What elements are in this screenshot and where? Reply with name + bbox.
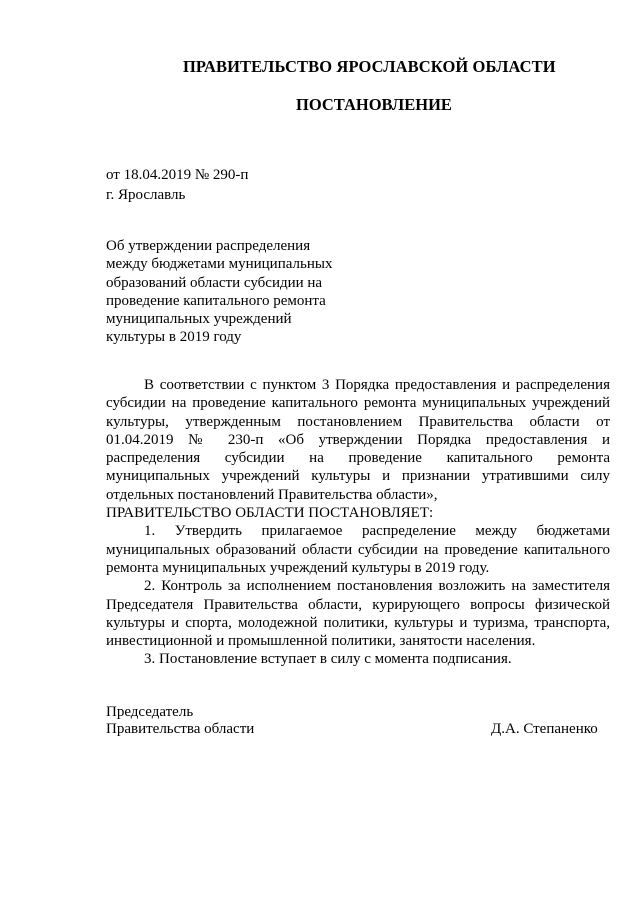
subject-line: образований области субсидии на [106,274,323,291]
subject-line: между бюджетами муниципальных [106,256,333,273]
government-title: ПРАВИТЕЛЬСТВО ЯРОСЛАВСКОЙ ОБЛАСТИ [183,57,556,76]
item-2-paragraph: 2. Контроль за исполнением постановления возложить на заместителя Председателя Правительства области, курирующего вопросы физической культуры и спорта, молодежной политики, культуры и туризма, транспорта, инвестиционной и промышленной политики, занятости населения. [106,578,610,650]
subject-line: Об утверждении распределения [106,238,311,254]
signatory-title-line-1: Председатель [106,704,194,720]
city-line: г. Ярославль [106,187,186,203]
decree-line: ПРАВИТЕЛЬСТВО ОБЛАСТИ ПОСТАНОВЛЯЕТ: [106,505,434,522]
date-number-line: от 18.04.2019 № 290-п [106,167,249,183]
document-type-heading: ПОСТАНОВЛЕНИЕ [296,95,452,114]
item-1-paragraph: 1. Утвердить прилагаемое распределение между бюджетами муниципальных образований области субсидии на проведение капитального ремонта муниципальных учреждений культуры в 2019 году. [106,523,610,576]
subject-line: муниципальных учреждений [106,311,292,328]
signatory-name: Д.А. Степаненко [491,721,598,737]
subject-block [106,237,346,347]
subject-line: культуры в 2019 году [106,329,242,346]
subject-line: проведение капитального ремонта [106,292,326,309]
preamble-paragraph: В соответствии с пунктом 3 Порядка предоставления и распределения субсидии на проведение капитального ремонта муниципальных учреждений культуры, утвержденным постановлением Правительства области от 01.04.2019 № 230-п «Об утверждении Порядка предоставления и распределения субсидии на проведение капитального ремонта муниципальных учреждений культуры и признании утратившими силу отдельных постановлений Правительства области», [106,377,610,503]
signatory-title-line-2: Правительства области [106,721,255,737]
item-3-paragraph: 3. Постановление вступает в силу с момента подписания. [144,651,512,668]
body-text [106,376,610,669]
